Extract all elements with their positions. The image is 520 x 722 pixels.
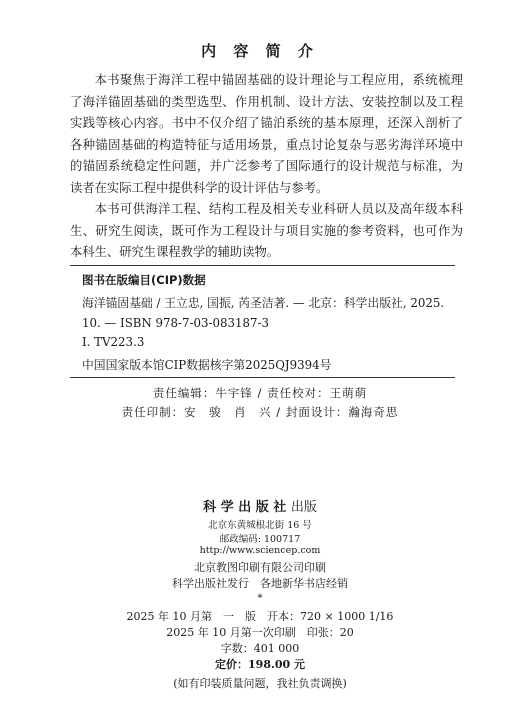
cip-entry: 海洋锚固基础 / 王立忠, 国振, 芮圣洁著. — 北京：科学出版社, 2025. 10. — ISBN 978-7-03-083187-3 — [82, 296, 445, 330]
printing-info: 2025 年 10 月第一次印刷 印张：20 — [166, 626, 354, 639]
distribution-info: 科学出版社发行 各地新华书店经销 — [172, 577, 348, 590]
cip-record-number: 中国国家版本馆CIP数据核字第2025QJ9394号 — [82, 358, 332, 372]
publisher-address: 北京东黄城根北街 16 号 — [208, 520, 312, 531]
divider-middle — [70, 377, 455, 378]
quality-note: (如有印装质量问题，我社负责调换) — [173, 677, 347, 690]
summary-paragraph-2: 本书可供海洋工程、结构工程及相关专业科研人员以及高年级本科生、研究生阅读，既可作为工程设计与项目实施的参考资料，也可作为本科生、研究生课程教学的辅助读物。 — [70, 202, 463, 259]
page-title: 内 容 简 介 — [201, 42, 319, 60]
publisher-name-text: 科 学 出 版 社 — [203, 500, 287, 515]
editor-credits: 责任编辑：牛宇锋 / 责任校对：王萌萌 — [152, 386, 368, 400]
word-count: 字数：401 000 — [220, 642, 300, 655]
price: 定价：198.00 元 — [215, 658, 305, 671]
publisher-website: http://www.sciencep.com — [199, 545, 321, 556]
summary-text — [70, 70, 463, 264]
publisher-postcode: 邮政编码: 100717 — [219, 534, 301, 545]
edition-info: 2025 年 10 月第 一 版 开本：720 × 1000 1/16 — [126, 610, 394, 623]
section-divider-star: * — [257, 593, 263, 604]
publisher-name — [0, 496, 520, 515]
printer-info: 北京教图印刷有限公司印刷 — [194, 561, 326, 574]
cip-heading: 图书在版编目(CIP)数据 — [82, 273, 206, 287]
publisher-suffix: 出版 — [290, 500, 317, 515]
divider-top — [70, 265, 455, 266]
summary-paragraph-1: 本书聚焦于海洋工程中锚固基础的设计理论与工程应用，系统梳理了海洋锚固基础的类型选型、作用机制、设计方法、安装控制以及工程实践等核心内容。书中不仅介绍了锚泊系统的基本原理，还深入剖析了各种锚固基础的构造特征与适用场景，重点讨论复杂与恶劣海洋环境中的锚固系统稳定性问题，并广泛参考了国际通行的设计规范与标准，为读者在实际工程中提供科学的设计评估与参考。 — [70, 73, 463, 195]
production-credits: 责任印制：安 骏 肖 兴 / 封面设计：瀚海奇思 — [121, 405, 399, 419]
cip-classification: Ⅰ. TV223.3 — [82, 335, 145, 349]
